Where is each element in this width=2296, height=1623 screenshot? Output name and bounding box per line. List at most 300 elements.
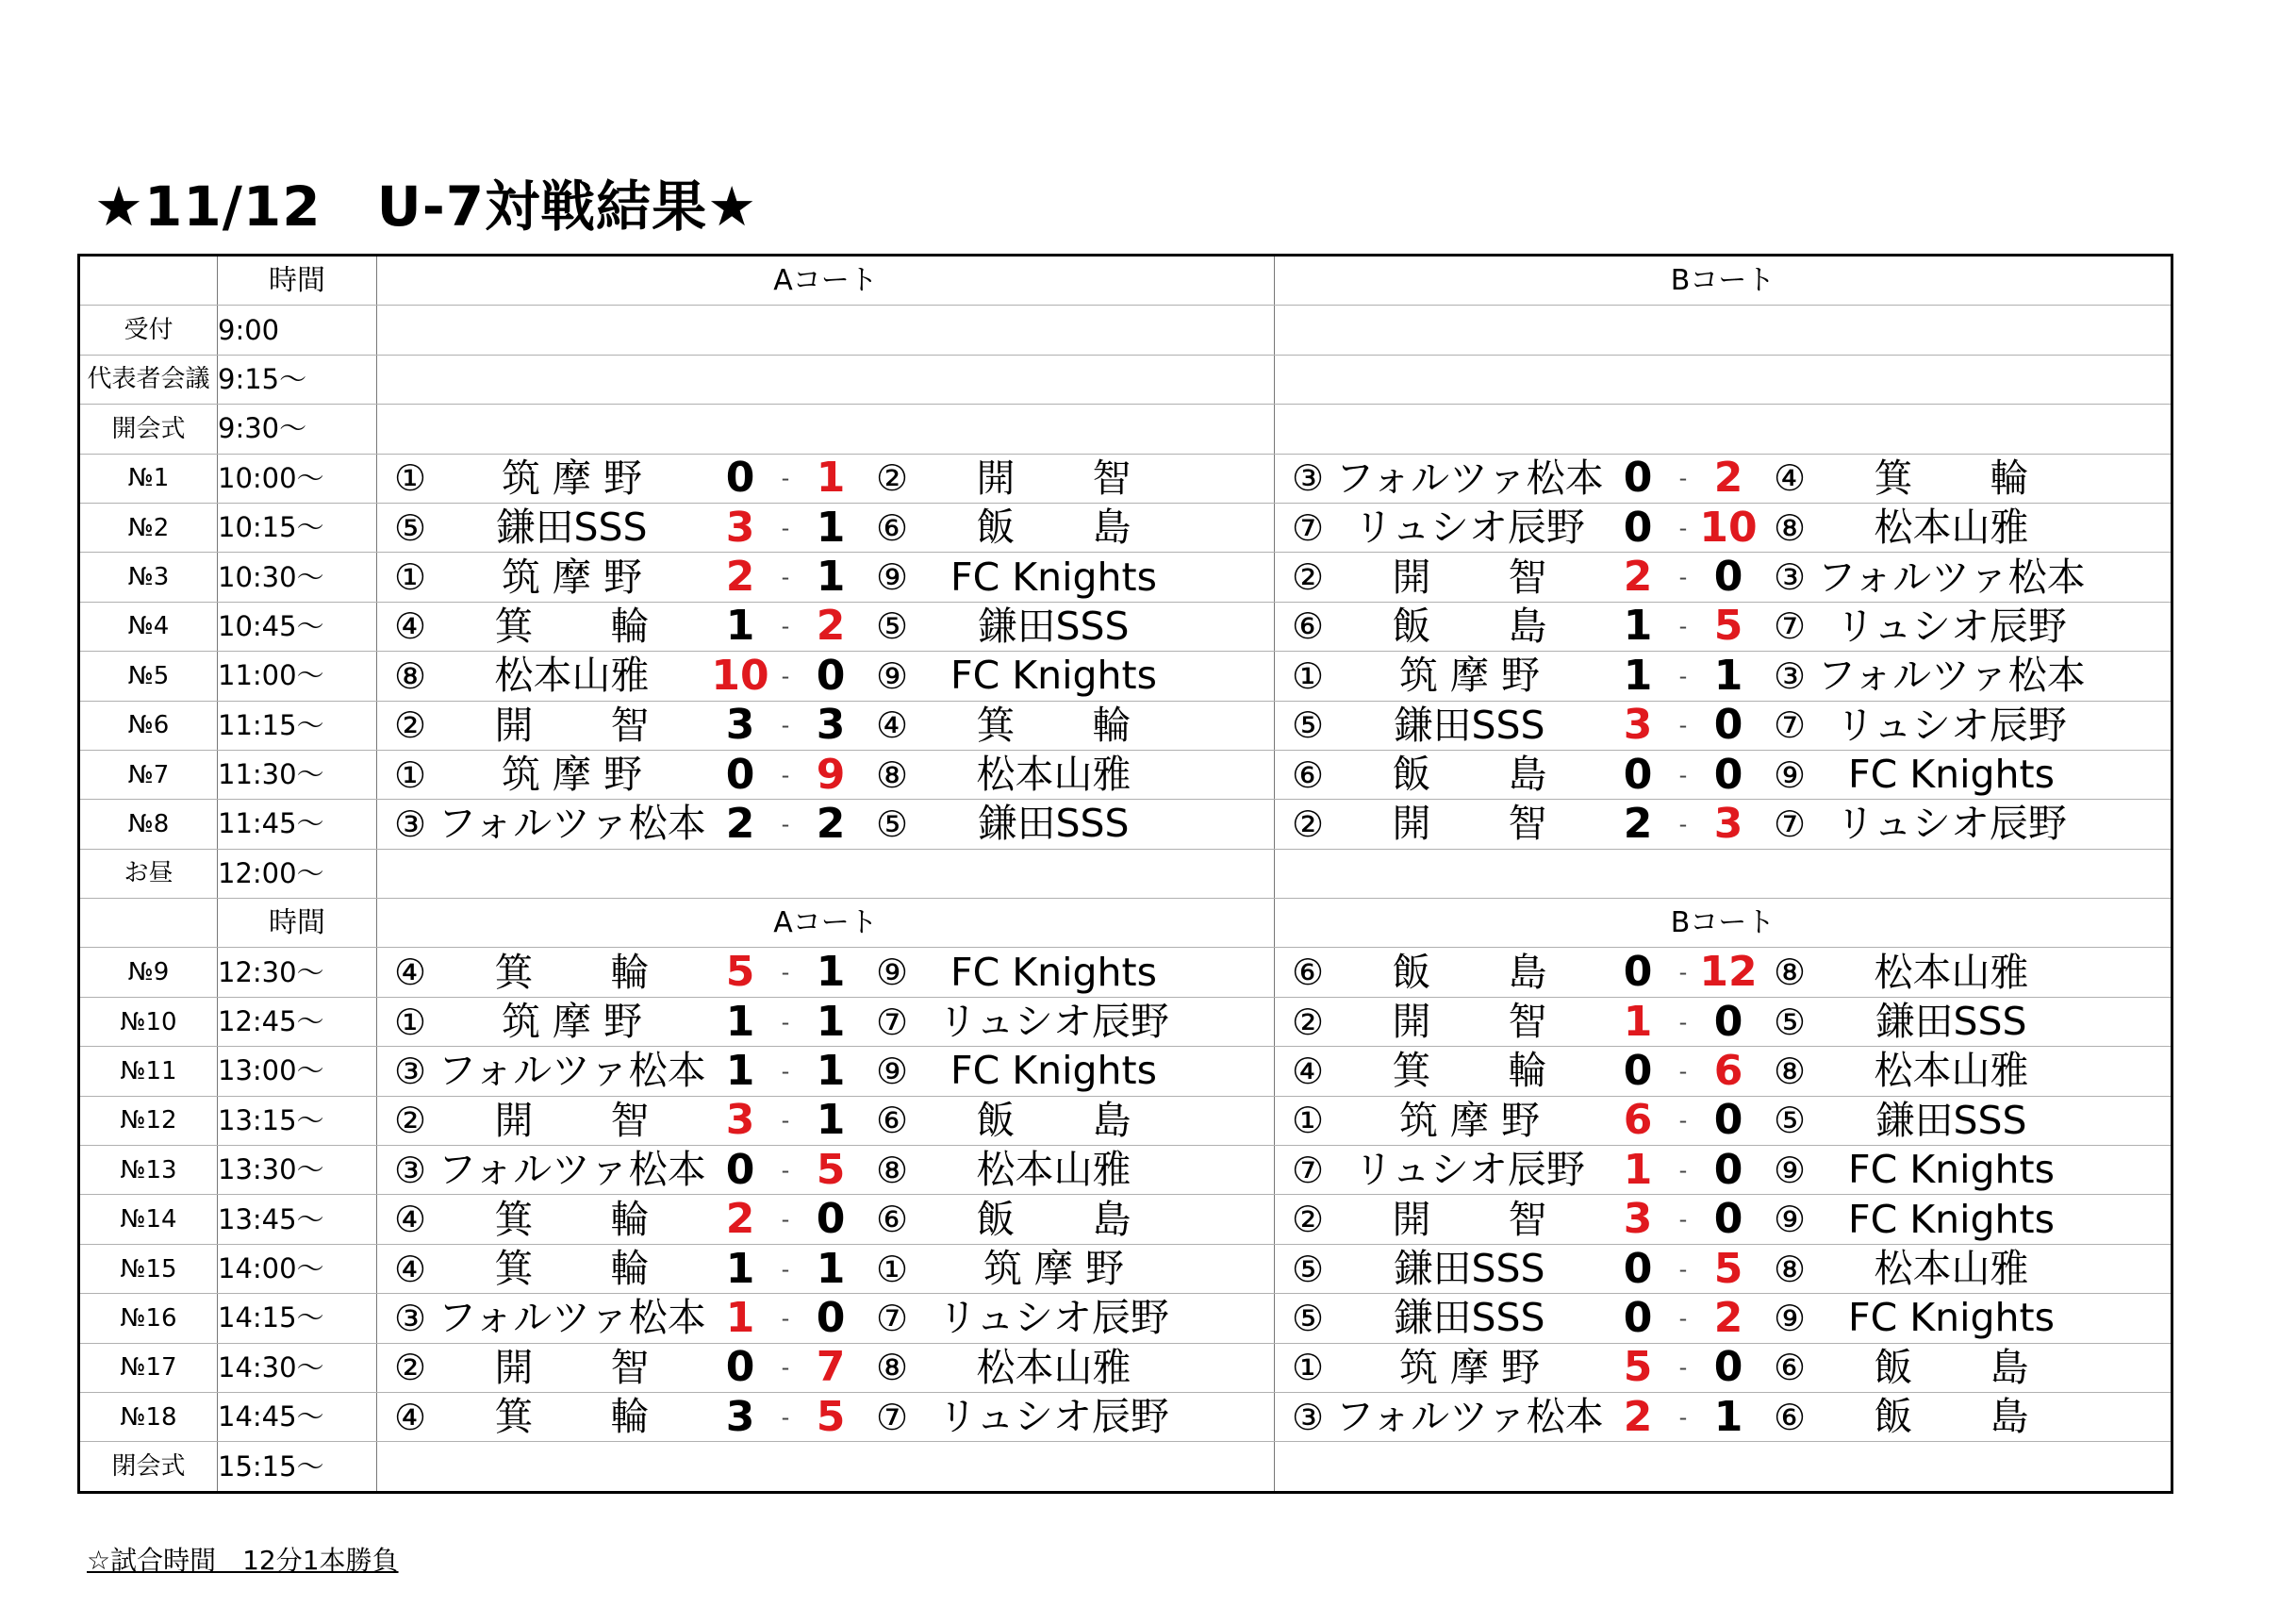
home-team-name: 筑 摩 野 [1398,1344,1541,1390]
event-label: 代表者会議 [79,355,218,404]
match-time: 13:00～ [218,1047,377,1096]
score [706,750,865,799]
score [706,701,865,750]
away-team-name: 開 智 [976,455,1131,501]
home-team-name: 飯 島 [1392,949,1547,995]
match-row [79,503,2172,552]
home-team-name: フォルツァ松本 [438,1295,706,1341]
away-team-number: ④ [875,704,909,747]
away-team-name: 松本山雅 [976,752,1131,798]
home-team-name: 開 智 [1392,1196,1547,1242]
match-time: 12:45～ [218,997,377,1046]
score [1604,997,1762,1046]
home-team-number: ② [393,704,427,747]
score [1604,799,1762,848]
match-number: №18 [79,1392,218,1441]
away-team-number: ⑧ [1773,1050,1807,1092]
away-score: 2 [1713,1293,1743,1342]
empty-court-a [377,1442,1275,1492]
away-score: 0 [816,651,846,700]
away-score: 0 [816,1293,846,1342]
header-time: 時間 [218,899,377,948]
away-team-number: ⑥ [1773,1396,1807,1438]
away-team-name: 鎌田SSS [978,801,1130,847]
score [1604,1293,1762,1342]
home-team-number: ⑥ [1291,952,1325,994]
score [706,602,865,651]
match-row [79,750,2172,799]
match-court-b [1275,553,2172,602]
home-team-number: ⑤ [393,506,427,549]
score [1604,701,1762,750]
match-court-b [1275,652,2172,701]
match-time: 14:00～ [218,1244,377,1293]
score [1604,750,1762,799]
away-score: 1 [1713,1392,1743,1441]
away-score: 0 [816,1195,846,1244]
home-team-number: ③ [393,1149,427,1191]
away-score: 6 [1713,1046,1743,1095]
away-team-number: ⑥ [875,1100,909,1142]
away-score: 0 [1713,553,1743,602]
home-team-name: 鎌田SSS [1394,1246,1545,1291]
home-team-name: フォルツァ松本 [1335,1394,1604,1440]
match-number: №2 [79,503,218,552]
match-time: 14:15～ [218,1294,377,1343]
score [706,997,865,1046]
header-row [79,256,2172,306]
away-team-number: ⑧ [875,754,909,796]
home-team-name: フォルツァ松本 [438,1048,706,1094]
away-team-name: 松本山雅 [976,1147,1131,1193]
match-row [79,652,2172,701]
score-separator: - [1678,1403,1688,1431]
home-score: 0 [1623,750,1653,799]
home-team-name: フォルツァ松本 [438,1147,706,1193]
event-label: 開会式 [79,405,218,454]
home-team-name: 筑 摩 野 [501,554,643,600]
match-time: 12:30～ [218,948,377,997]
header-court-a: Aコート [377,256,1275,306]
home-team-name: 飯 島 [1392,752,1547,798]
home-score: 1 [1623,602,1653,651]
away-team-name: 鎌田SSS [1875,999,2027,1045]
away-team-name: 松本山雅 [1874,1048,2029,1094]
away-team-number: ⑨ [1773,1149,1807,1191]
home-score: 1 [725,997,755,1046]
away-team-number: ⑤ [875,605,909,648]
score-separator: - [1678,761,1688,788]
home-team-number: ④ [393,1199,427,1241]
home-team-name: 開 智 [1392,999,1547,1045]
event-time: 9:15～ [218,355,377,404]
away-team-name: FC Knights [950,1048,1157,1094]
match-row [79,701,2172,750]
home-team-name: 鎌田SSS [1394,702,1545,748]
home-team-name: 箕 輪 [494,949,650,995]
header-row [79,899,2172,948]
score [706,1392,865,1441]
match-time: 14:30～ [218,1343,377,1392]
match-court-a [377,750,1275,799]
match-number: №9 [79,948,218,997]
match-number: №17 [79,1343,218,1392]
home-team-number: ① [393,457,427,500]
home-team-name: フォルツァ松本 [438,801,706,847]
score-separator: - [1678,514,1688,541]
home-score: 5 [1623,1343,1653,1392]
away-team-name: 飯 島 [976,1097,1131,1143]
empty-court-a [377,306,1275,355]
away-score: 0 [1713,1145,1743,1194]
match-court-b [1275,1146,2172,1195]
header-court-b: Bコート [1275,256,2172,306]
home-score: 5 [725,948,755,997]
home-team-name: 開 智 [494,702,650,748]
score [1604,651,1762,700]
away-team-number: ⑦ [1773,803,1807,845]
away-team-number: ② [875,457,909,500]
score [706,948,865,997]
away-team-name: 飯 島 [976,505,1131,551]
away-team-name: 飯 島 [976,1196,1131,1242]
home-team-number: ④ [393,952,427,994]
match-court-a [377,800,1275,849]
home-score: 2 [1623,799,1653,848]
match-court-a [377,503,1275,552]
away-team-name: リュシオ辰野 [938,1295,1169,1341]
away-team-name: 飯 島 [1874,1344,2029,1390]
score [706,1046,865,1095]
match-row [79,1195,2172,1244]
empty-court-a [377,405,1275,454]
home-team-number: ② [1291,1001,1325,1043]
match-number: №8 [79,800,218,849]
score-separator: - [781,810,790,837]
home-team-number: ① [1291,1100,1325,1142]
home-team-number: ⑦ [1291,506,1325,549]
away-team-name: 筑 摩 野 [983,1246,1125,1291]
home-team-number: ⑦ [1291,1149,1325,1191]
score [706,503,865,552]
score-separator: - [781,1255,790,1283]
home-team-name: 箕 輪 [494,1246,650,1291]
match-time: 10:45～ [218,602,377,651]
match-number: №12 [79,1096,218,1145]
home-score: 6 [1623,1096,1653,1145]
match-number: №3 [79,553,218,602]
away-team-number: ⑨ [1773,1199,1807,1241]
score [1604,602,1762,651]
home-team-name: 鎌田SSS [496,505,648,551]
away-team-name: FC Knights [950,653,1157,699]
match-row [79,948,2172,997]
home-team-number: ④ [1291,1050,1325,1092]
home-team-name: リュシオ辰野 [1354,1147,1585,1193]
match-court-a [377,454,1275,503]
home-score: 3 [1623,701,1653,750]
score [706,1293,865,1342]
away-team-number: ⑨ [875,1050,909,1092]
away-score: 5 [1713,1244,1743,1293]
home-score: 2 [1623,553,1653,602]
header-blank [79,899,218,948]
home-team-number: ⑤ [1291,1297,1325,1339]
match-row [79,1096,2172,1145]
match-court-b [1275,1294,2172,1343]
event-row-lunch [79,849,2172,898]
match-court-a [377,1392,1275,1441]
away-team-name: FC Knights [950,554,1157,600]
away-score: 5 [1713,602,1743,651]
home-score: 3 [1623,1195,1653,1244]
away-score: 1 [816,997,846,1046]
score-separator: - [1678,465,1688,492]
match-court-a [377,652,1275,701]
match-time: 13:15～ [218,1096,377,1145]
home-team-number: ⑤ [1291,704,1325,747]
score-separator: - [1678,1107,1688,1134]
away-score: 5 [816,1145,846,1194]
score [1604,1145,1762,1194]
score-separator: - [781,1156,790,1184]
home-score: 1 [1623,1145,1653,1194]
match-number: №4 [79,602,218,651]
match-row [79,602,2172,651]
header-blank [79,256,218,306]
home-score: 10 [711,651,769,700]
match-court-a [377,1244,1275,1293]
match-court-b [1275,997,2172,1046]
match-row [79,1294,2172,1343]
event-label: お昼 [79,849,218,898]
away-team-number: ⑦ [875,1297,909,1339]
score [706,1195,865,1244]
away-team-name: リュシオ辰野 [938,999,1169,1045]
match-row [79,1047,2172,1096]
away-team-number: ⑥ [875,1199,909,1241]
match-court-a [377,701,1275,750]
away-team-number: ⑧ [1773,952,1807,994]
match-court-a [377,1096,1275,1145]
event-row-opening [79,405,2172,454]
match-row [79,1244,2172,1293]
match-time: 10:00～ [218,454,377,503]
home-team-name: 飯 島 [1392,603,1547,649]
score [1604,503,1762,552]
match-court-b [1275,1195,2172,1244]
match-court-a [377,948,1275,997]
match-number: №1 [79,454,218,503]
match-court-a [377,1047,1275,1096]
match-number: №15 [79,1244,218,1293]
header-court-b: Bコート [1275,899,2172,948]
home-team-name: 開 智 [1392,801,1547,847]
away-team-number: ⑥ [875,506,909,549]
score [706,799,865,848]
away-score: 1 [816,1244,846,1293]
home-team-number: ② [1291,556,1325,599]
away-team-number: ⑥ [1773,1347,1807,1389]
home-score: 0 [1623,1293,1653,1342]
home-team-number: ③ [1291,1396,1325,1438]
score-separator: - [781,712,790,739]
event-row-reception [79,306,2172,355]
header-court-a: Aコート [377,899,1275,948]
home-score: 0 [1623,1244,1653,1293]
match-time: 10:15～ [218,503,377,552]
score-separator: - [781,465,790,492]
home-team-number: ④ [393,605,427,648]
score [1604,1392,1762,1441]
away-team-name: フォルツァ松本 [1817,554,2086,600]
away-team-number: ① [875,1248,909,1290]
event-row-closing [79,1442,2172,1492]
score [1604,1244,1762,1293]
empty-court-a [377,355,1275,404]
match-court-b [1275,750,2172,799]
match-court-b [1275,948,2172,997]
match-court-a [377,553,1275,602]
home-team-number: ④ [393,1248,427,1290]
score [1604,1096,1762,1145]
score-separator: - [1678,1255,1688,1283]
home-team-name: フォルツァ松本 [1335,455,1604,501]
home-team-number: ⑧ [393,654,427,697]
event-time: 15:15～ [218,1442,377,1492]
score-separator: - [1678,1008,1688,1035]
home-score: 2 [1623,1392,1653,1441]
match-row [79,1343,2172,1392]
match-time: 11:15～ [218,701,377,750]
away-score: 1 [816,553,846,602]
header-time: 時間 [218,256,377,306]
score [1604,1195,1762,1244]
away-team-name: 松本山雅 [1874,1246,2029,1291]
home-team-number: ⑥ [1291,605,1325,648]
home-score: 0 [1623,1046,1653,1095]
empty-court-b [1275,849,2172,898]
match-number: №5 [79,652,218,701]
away-team-name: 松本山雅 [976,1344,1131,1390]
away-score: 1 [816,948,846,997]
score-separator: - [781,1206,790,1234]
away-score: 3 [816,701,846,750]
home-team-name: 筑 摩 野 [1398,653,1541,699]
score-separator: - [1678,712,1688,739]
match-row [79,553,2172,602]
score-separator: - [1678,613,1688,640]
match-row [79,1392,2172,1441]
home-score: 1 [725,602,755,651]
away-score: 2 [816,602,846,651]
home-team-number: ① [393,754,427,796]
match-court-b [1275,1096,2172,1145]
match-time: 13:30～ [218,1146,377,1195]
match-court-b [1275,503,2172,552]
away-team-name: 鎌田SSS [978,603,1130,649]
away-team-name: 鎌田SSS [1875,1097,2027,1143]
score-separator: - [781,1304,790,1332]
home-team-name: 筑 摩 野 [501,455,643,501]
match-court-b [1275,1047,2172,1096]
away-score: 0 [1713,1343,1743,1392]
score-separator: - [781,761,790,788]
away-team-number: ⑨ [1773,754,1807,796]
away-score: 0 [1713,1096,1743,1145]
home-team-name: 松本山雅 [494,653,650,699]
home-score: 1 [725,1046,755,1095]
empty-court-a [377,849,1275,898]
score [1604,454,1762,503]
home-team-number: ③ [1291,457,1325,500]
home-team-name: 箕 輪 [494,603,650,649]
away-score: 2 [816,799,846,848]
match-court-b [1275,1244,2172,1293]
score [1604,1046,1762,1095]
match-court-b [1275,800,2172,849]
home-score: 3 [725,1392,755,1441]
home-team-name: 箕 輪 [494,1394,650,1440]
match-time: 11:00～ [218,652,377,701]
home-team-number: ⑥ [1291,754,1325,796]
away-team-name: FC Knights [950,949,1157,995]
away-team-name: リュシオ辰野 [938,1394,1169,1440]
away-team-name: 箕 輪 [1874,455,2029,501]
away-team-number: ⑦ [1773,704,1807,747]
away-team-name: FC Knights [1848,1147,2055,1193]
away-team-number: ⑧ [875,1149,909,1191]
match-number: №11 [79,1047,218,1096]
away-team-number: ⑤ [875,803,909,845]
away-team-number: ⑨ [1773,1297,1807,1339]
match-time: 11:45～ [218,800,377,849]
away-score: 2 [1713,454,1743,503]
match-time: 11:30～ [218,750,377,799]
home-team-name: 開 智 [494,1344,650,1390]
match-court-b [1275,1392,2172,1441]
away-score: 0 [1713,1195,1743,1244]
score-separator: - [781,613,790,640]
home-team-number: ② [1291,803,1325,845]
home-score: 0 [725,750,755,799]
match-row [79,454,2172,503]
match-court-a [377,1146,1275,1195]
empty-court-b [1275,355,2172,404]
home-team-number: ① [393,556,427,599]
empty-court-b [1275,1442,2172,1492]
score-separator: - [781,1107,790,1134]
match-court-a [377,1195,1275,1244]
away-team-number: ④ [1773,457,1807,500]
score [1604,1343,1762,1392]
score-separator: - [1678,810,1688,837]
away-score: 1 [816,454,846,503]
home-team-name: 開 智 [494,1097,650,1143]
score-separator: - [781,1354,790,1382]
home-score: 2 [725,1195,755,1244]
away-team-number: ⑨ [875,556,909,599]
home-team-name: 筑 摩 野 [1398,1097,1541,1143]
match-rule-note: ☆試合時間 12分1本勝負 [87,1545,399,1576]
home-team-name: 鎌田SSS [1394,1295,1545,1341]
away-team-name: フォルツァ松本 [1817,653,2086,699]
empty-court-b [1275,306,2172,355]
score-separator: - [1678,1354,1688,1382]
home-score: 0 [1623,948,1653,997]
score-separator: - [1678,662,1688,689]
event-label: 受付 [79,306,218,355]
